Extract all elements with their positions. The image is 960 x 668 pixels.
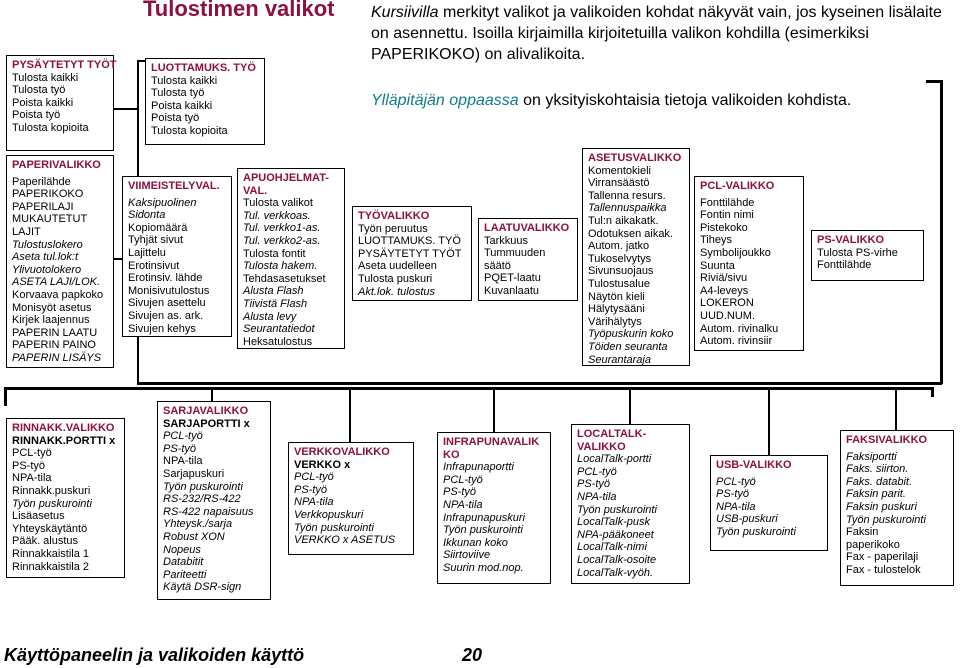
menu-localtalk-valikko [571,424,690,584]
menu-item: PAPERIN LISÄYS [12,351,102,364]
menu-item: LocalTalk-portti [577,453,652,466]
menu-item: Ylivuotolokero [12,263,82,276]
menu-heading: ASETUSVALIKKO [588,152,682,164]
menu-item: PQET-laatu [484,272,541,285]
menu-sarjavalikko [157,401,271,600]
menu-item: Töiden seuranta [588,340,668,353]
menu-heading: LUOTTAMUKS. TYÖ [151,62,256,74]
menu-item: Autom. jatko [588,240,650,253]
menu-item: LOKERON [700,297,754,310]
menu-heading: LAATUVALIKKO [484,222,570,234]
menu-item: Rinnakkaistila 1 [12,547,90,560]
menu-item: Tulosta kopioita [151,124,228,137]
menu-item: Poista työ [12,109,61,122]
menu-item: Työn puskurointi [294,521,374,534]
menu-item: Työn puskurointi [846,513,926,526]
intro-italic-word: Kursiivilla [371,4,439,21]
menu-heading: PS-VALIKKO [817,234,885,246]
connector-line [629,390,631,424]
menu-laatuvalikko [478,218,578,301]
menu-apuohjelmat [237,168,345,349]
connector-line [768,390,770,455]
menu-item: Symbolijoukko [700,246,771,259]
menu-item: NPA-tila [294,496,334,509]
menu-item: PCL-työ [12,447,52,460]
menu-heading: VERKKOVALIKKO [294,446,390,458]
menu-item: RS-422 napaisuus [163,505,254,518]
menu-item: Sidonta [128,209,166,222]
menu-item: Autom. rivinalku [700,322,779,335]
menu-item: RINNAKK.PORTTI x [12,434,116,447]
menu-item: Tehdasasetukset [243,272,326,285]
menu-item: Alusta levy [243,310,297,323]
admin-guide-note [371,90,956,111]
menu-item: Heksatulostus [243,335,313,348]
menu-item: A4-leveys [700,284,749,297]
menu-item: PAPERIN LAATU [12,326,98,339]
menu-item: Faksin [846,526,879,539]
menu-pysaytetyt-tyot [6,55,117,151]
menu-item: Fonttilähde [700,196,755,209]
page-title: Tulostimen valikot [143,0,335,21]
menu-item: Tulostuslokero [12,238,83,251]
menu-item: Aseta tul.lok:t [12,251,79,264]
menu-item: Käytä DSR-sign [163,581,242,594]
menu-item: Lisäasetus [12,510,65,523]
menu-item: Infrapunaportti [443,461,514,474]
menu-item: Pääk. alustus [12,535,79,548]
menu-item: MUKAUTETUT [12,213,88,226]
menu-item: Suurin mod.nop. [443,561,524,574]
menu-item: Nopeus [163,543,201,556]
connector-line [940,80,943,384]
menu-item: Tallenna resurs. [588,189,666,202]
menu-item: Yhteysk./sarja [163,518,233,531]
menu-luottamuks-tyo [145,58,265,145]
connector-line [4,387,7,406]
menu-item: LocalTalk-nimi [577,541,647,554]
menu-item: Suunta [700,259,735,272]
menu-item: Rinnakkaistila 2 [12,560,90,573]
menu-heading: RINNAKK.VALIKKO [12,422,115,434]
menu-item: Komentokieli [588,164,651,177]
menu-item: Kuvanlaatu [484,284,540,297]
connector-line [4,387,934,390]
menu-heading: VAL. [243,184,268,197]
menu-heading: VALIKKO [577,440,626,453]
menu-item: PAPERIKOKO [12,188,84,201]
menu-item: Poista kaikki [151,99,213,112]
menu-item: PS-työ [294,483,328,496]
menu-item: Tukoselvytys [588,252,652,265]
menu-item: PCL-työ [294,471,334,484]
menu-item: Näytön kieli [588,290,645,303]
menu-item: Sarjapuskuri [163,467,225,480]
menu-item: Tiivistä Flash [243,297,308,310]
menu-item: Odotuksen aikak. [588,227,673,240]
menu-item: Seurantatiedot [243,323,315,336]
connector-line [137,60,145,62]
menu-item: Yhteyskäytäntö [12,522,88,535]
menu-heading: PCL-VALIKKO [700,180,775,192]
menu-item: Tulosta fontit [243,247,306,260]
menu-infrapunavalikko [437,432,551,584]
menu-item: PS-työ [12,459,46,472]
menu-item: NPA-pääkoneet [577,528,654,541]
menu-item: Autom. rivinsiir [700,335,773,348]
connector-line [895,390,897,430]
connector-line [349,390,351,442]
menu-item: Kaksipuolinen [128,196,197,209]
menu-item: Tulosta kaikki [151,74,218,87]
menu-item: PAPERIN PAINO [12,339,96,352]
menu-item: Työn puskurointi [716,525,796,538]
menu-item: UUD.NUM. [700,309,755,322]
menu-item: NPA-tila [716,500,756,513]
menu-item: Paperilähde [12,175,71,188]
menu-item: PS-työ [163,442,197,455]
admin-guide-rest: on yksityiskohtaisia tietoja valikoiden kohdista. [518,92,852,109]
intro-rest: merkityt valikot ja valikoiden kohdat näkyvät vain, jos kyseinen lisälaite on asennettu. Isoilla kirjaimilla kirjoitetuilla valikon kohdilla (esimerkiksi PAPERIKOKO) on alivalikoita. [371,4,942,63]
menu-viimeistelyvalikko [122,176,232,337]
menu-item: Alusta Flash [243,285,304,298]
menu-item: Databitit [163,556,204,569]
menu-item: SARJAPORTTI x [163,417,250,430]
menu-item: Tulosta kaikki [12,71,79,84]
menu-item: VERKKO x [294,458,351,471]
menu-item: Faksin puskuri [846,500,917,513]
menu-item: Siirtoviive [443,549,491,562]
menu-item: LocalTalk-osoite [577,553,657,566]
menu-item: Monisyöt asetus [12,301,92,314]
menu-verkkovalikko [288,442,414,555]
menu-item: Sivujen asettelu [128,297,206,310]
menu-item: Tallennuspaikka [588,202,667,215]
menu-faksivalikko [840,430,954,586]
menu-item: Infrapunapuskuri [443,511,525,524]
menu-item: Työn puskurointi [12,497,92,510]
menu-item: Monisivutulostus [128,284,210,297]
menu-item: Tul:n aikakatk. [588,214,659,227]
menu-item: Korvaava papkoko [12,288,104,301]
menu-item: Pariteetti [163,568,207,581]
menu-item: Työpuskurin koko [588,328,674,341]
menu-heading: FAKSIVALIKKO [846,434,928,446]
menu-item: LocalTalk-vyöh. [577,566,654,579]
menu-item: Fax - tulostelok [846,563,921,576]
menu-item: paperikoko [846,538,900,551]
menu-item: LUOTTAMUKS. TYÖ [358,235,461,248]
menu-ps-valikko [811,230,924,281]
menu-item: Erotinsivut [128,259,180,272]
menu-item: Faksiportti [846,450,897,463]
menu-item: Työn puskurointi [163,480,243,493]
footer-title: Käyttöpaneelin ja valikoiden käyttö [4,645,305,665]
menu-item: Hälytysääni [588,303,645,316]
menu-item: PCL-työ [716,475,756,488]
menu-item: PYSÄYTETYT TYÖT [358,247,462,260]
menu-item: Sivujen kehys [128,322,196,335]
menu-heading: SARJAVALIKKO [163,405,249,417]
menu-item: Tulosta valikot [243,197,313,210]
menu-item: NPA-tila [12,472,52,485]
menu-pcl-valikko [694,176,804,351]
menu-item: ASETA LAJI/LOK. [12,276,101,289]
menu-item: Tul. verkko2-as. [243,234,321,247]
menu-item: USB-puskuri [716,513,778,526]
menu-heading: INFRAPUNAVALIK [443,436,540,448]
menu-asetusvalikko [582,148,690,366]
menu-item: Tulosta työ [151,87,205,100]
menu-item: Tarkkuus [484,234,529,247]
menu-item: Tulosta hakem. [243,260,318,273]
menu-item: Työn puskurointi [443,524,523,537]
menu-item: Työn peruutus [358,222,428,235]
menu-item: PS-työ [577,478,611,491]
menu-item: PAPERILAJI [12,200,74,213]
menu-item: NPA-tila [163,455,203,468]
menu-item: PCL-työ [443,473,483,486]
page-number: 20 [462,645,483,665]
menu-heading: PAPERIVALIKKO [12,159,101,171]
connector-line [137,382,942,385]
menu-item: Pistekoko [700,221,748,234]
menu-item: Tulosta puskuri [358,272,433,285]
menu-item: Aseta uudelleen [358,260,437,273]
menu-heading: APUOHJELMAT- [243,172,329,184]
menu-item: PCL-työ [163,430,203,443]
menu-item: VERKKO x ASETUS [294,534,396,547]
menu-heading: LOCALTALK- [577,428,647,440]
menu-item: LAJIT [12,225,41,238]
menu-item: Faks. siirton. [846,463,909,476]
menu-item: Lajittelu [128,246,166,259]
menu-item: Erotinsiv. lähde [128,272,203,285]
menu-heading: USB-VALIKKO [716,459,792,471]
menu-item: Riviä/sivu [700,272,748,285]
menu-item: Tulosta kopioita [12,121,89,134]
menu-item: Verkkopuskuri [294,508,364,521]
menu-item: Tulosta työ [12,84,66,97]
menu-item: Seurantaraja [588,353,651,366]
menu-heading: TYÖVALIKKO [358,210,430,222]
menu-item: Sivunsuojaus [588,265,654,278]
menu-item: Fontin nimi [700,209,754,222]
menu-item: PS-työ [443,486,477,499]
connector-line [114,108,139,110]
connector-line [493,390,495,432]
menu-item: NPA-tila [443,498,483,511]
menu-item: Tiheys [700,234,732,247]
menu-item: PCL-työ [577,465,617,478]
connector-line [926,80,943,83]
menu-paperivalikko [6,155,114,368]
menu-item: Tulostusalue [588,277,650,290]
menu-heading: KO [443,448,460,461]
menu-item: Akt.lok. tulostus [358,285,436,298]
menu-item: Sivujen as. ark. [128,309,204,322]
menu-item: Poista kaikki [12,96,74,109]
menu-item: Faksin parit. [846,488,906,501]
menu-item: Värihälytys [588,315,642,328]
intro-text [371,2,956,65]
menu-item: Virransäästö [588,177,650,190]
menu-item: Tul. verkkoas. [243,209,311,222]
connector-line [931,387,934,397]
connector-line [211,390,213,401]
menu-item: Fonttilähde [817,259,872,272]
menu-heading: VIIMEISTELYVAL. [128,180,220,192]
menu-item: Kirjek laajennus [12,314,90,327]
menu-item: Robust XON [163,530,225,543]
menu-item: Tul. verkko1-as. [243,222,321,235]
menu-item: Poista työ [151,112,200,125]
admin-guide-link[interactable]: Ylläpitäjän oppaassa [371,92,519,109]
menu-tyovalikko [352,206,472,301]
menu-item: Ikkunan koko [443,536,508,549]
menu-item: Rinnakk.puskuri [12,484,91,497]
menu-item: Tummuuden [484,247,546,260]
menu-item: LocalTalk-pusk [577,516,650,529]
menu-item: Työn puskurointi [577,503,657,516]
menu-usb-valikko [710,455,828,551]
menu-item: Faks. databit. [846,475,913,488]
menu-item: NPA-tila [577,490,617,503]
menu-item: Tulosta PS-virhe [817,246,898,259]
menu-item: PS-työ [716,488,750,501]
menu-item: Kopiomäärä [128,221,188,234]
menu-rinnakkaisvalikko [6,418,125,578]
menu-item: säätö [484,259,511,272]
menu-item: RS-232/RS-422 [163,493,241,506]
menu-item: Tyhjät sivut [128,234,184,247]
menu-heading: PYSÄYTETYT TYÖT [12,59,117,71]
menu-item: Fax - paperilaji [846,551,919,564]
